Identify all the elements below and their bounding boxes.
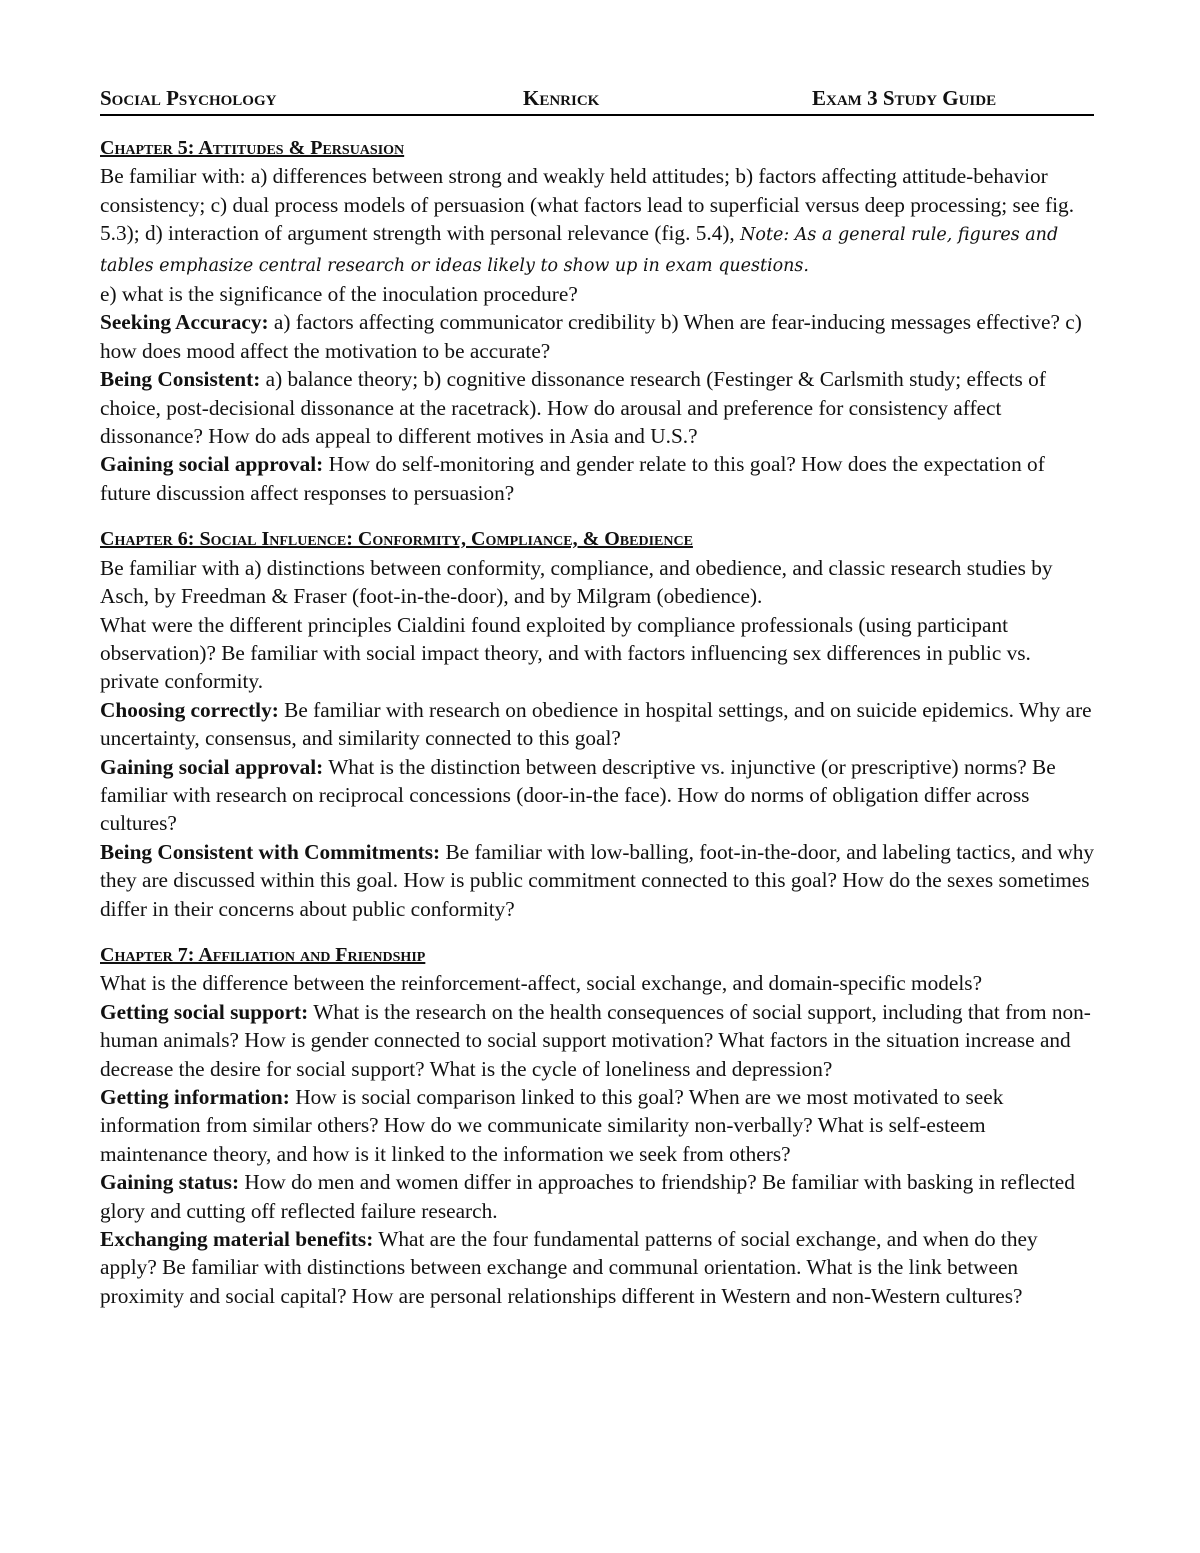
being-consistent-label: Being Consistent: bbox=[100, 367, 261, 392]
chapter-7-intro: What is the difference between the reinforcement-affect, social exchange, and domain-specific models? bbox=[100, 971, 983, 996]
chapter-6-intro-continued: What were the different principles Cialdini found exploited by compliance professionals (using participant observation)? Be familiar with social impact theory, and with factors influencing sex differences in public vs. private conformity. bbox=[100, 612, 1031, 694]
social-approval-label: Gaining social approval: bbox=[100, 754, 324, 779]
social-approval-label: Gaining social approval: bbox=[100, 452, 324, 477]
material-benefits-label: Exchanging material benefits: bbox=[100, 1227, 374, 1252]
social-approval-text: What is the distinction between descriptive vs. injunctive (or prescriptive) norms? Be familiar with research on reciprocal concessions (door-in-the face). How do norms of obligation differ across cultures? bbox=[100, 754, 1056, 836]
social-support-label: Getting social support: bbox=[100, 999, 309, 1024]
author-name: Kenrick bbox=[523, 86, 600, 110]
chapter-6-intro: Be familiar with a) distinctions between conformity, compliance, and obedience, and classic research studies by Asch, by Freedman & Fraser (foot-in-the-door), and by Milgram (obedience). bbox=[100, 555, 1053, 609]
being-consistent-paragraph bbox=[100, 365, 1094, 450]
social-approval-text: How do self-monitoring and gender relate to this goal? How does the expectation of future discussion affect responses to persuasion? bbox=[100, 452, 1045, 505]
course-title: Social Psychology bbox=[100, 86, 277, 110]
social-support-paragraph bbox=[100, 998, 1094, 1083]
choosing-correctly-label: Choosing correctly: bbox=[100, 697, 279, 722]
study-guide-content bbox=[100, 134, 1094, 1328]
getting-information-label: Getting information: bbox=[100, 1085, 290, 1109]
gaining-status-label: Gaining status: bbox=[100, 1170, 240, 1195]
commitments-text: Be familiar with low-balling, foot-in-the-door, and labeling tactics, and why they are discussed within this goal. How is public commitment connected to this goal? How do the sexes sometimes differ in their concerns about public conformity? bbox=[100, 839, 1095, 921]
gaining-status-text: How do men and women differ in approaches to friendship? Be familiar with basking in reflected glory and cutting off reflected failure research. bbox=[100, 1170, 1075, 1223]
seeking-accuracy-text: a) factors affecting communicator credibility b) When are fear-inducing messages effective? c) how does mood affect the motivation to be accurate? bbox=[100, 310, 1082, 363]
chapter-5-title: Chapter 5: Attitudes & Persuasion bbox=[100, 137, 405, 159]
material-benefits-paragraph bbox=[100, 1225, 1094, 1310]
seeking-accuracy-label: Seeking Accuracy: bbox=[100, 310, 269, 335]
social-support-text: What is the research on the health consequences of social support, including that from non-human animals? How is gender connected to social support motivation? What factors in the situation increase and decrease the desire for social support? What is the cycle of loneliness and depression? bbox=[100, 999, 1091, 1081]
guide-title: Exam 3 Study Guide bbox=[812, 86, 997, 110]
chapter-5-intro-continued: e) what is the significance of the inoculation procedure? bbox=[100, 282, 578, 307]
chapter-7-section bbox=[100, 941, 1094, 1310]
seeking-accuracy-paragraph bbox=[100, 308, 1094, 365]
chapter-5-intro-text: Be familiar with: a) differences between strong and weakly held attitudes; b) factors affecting attitude-behavior consistency; c) dual process models of persuasion (what factors lead to superficial versus deep processing; see fig. 5.3); d) interaction of argument strength with personal relevance (fig. 5.4), bbox=[100, 164, 1075, 246]
material-benefits-text: What are the four fundamental patterns of social exchange, and when do they apply? Be familiar with distinctions between exchange and communal orientation. What is the link between proximity and social capital? How are personal relationships different in Western and non-Western cultures? bbox=[100, 1227, 1038, 1308]
chapter-7-title: Chapter 7: Affiliation and Friendship bbox=[100, 943, 426, 966]
gaining-status-paragraph bbox=[100, 1168, 1094, 1225]
being-consistent-text: a) balance theory; b) cognitive dissonance research (Festinger & Carlsmith study; effects of choice, post-decisional dissonance at the racetrack). How do arousal and preference for consistency affect dissonance? How do ads appeal to different motives in Asia and U.S.? bbox=[100, 367, 1046, 449]
getting-information-paragraph bbox=[100, 1083, 1094, 1168]
chapter-6-title: Chapter 6: Social Influence: Conformity, Compliance, & Obedience bbox=[100, 528, 693, 551]
chapter-5-section bbox=[100, 134, 1094, 507]
choosing-correctly-paragraph bbox=[100, 696, 1094, 753]
commitments-label: Being Consistent with Commitments: bbox=[100, 839, 441, 864]
page-header bbox=[100, 84, 1094, 116]
social-approval-paragraph bbox=[100, 450, 1094, 507]
social-approval-paragraph bbox=[100, 753, 1094, 838]
getting-information-text: How is social comparison linked to this goal? When are we most motivated to seek information from similar others? How do we communicate similarity non-verbally? What is self-esteem maintenance theory, and how is it linked to the information we seek from others? bbox=[100, 1085, 1004, 1166]
exam-note: Note: As a general rule, figures and tables emphasize central research or ideas likely to show up in exam questions. bbox=[100, 225, 1059, 276]
choosing-correctly-text: Be familiar with research on obedience in hospital settings, and on suicide epidemics. Why are uncertainty, consensus, and similarity connected to this goal? bbox=[100, 697, 1092, 751]
commitments-paragraph bbox=[100, 838, 1094, 923]
chapter-6-section bbox=[100, 525, 1094, 923]
chapter-5-intro bbox=[100, 162, 1094, 280]
